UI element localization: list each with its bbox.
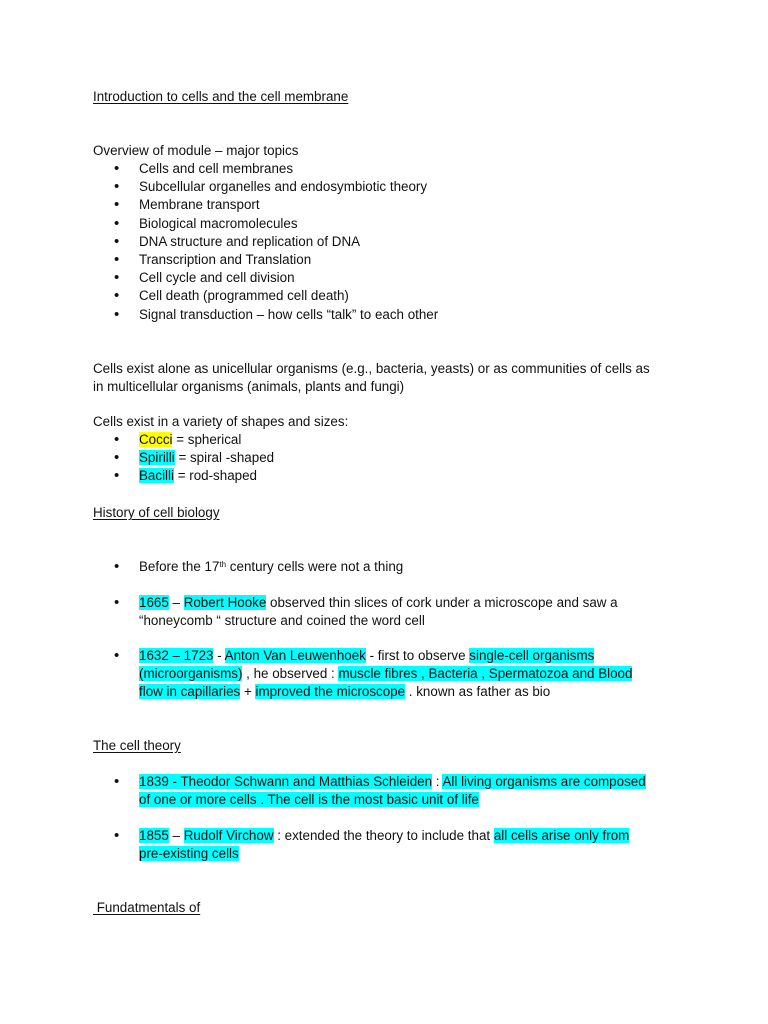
- history-item-3: [93, 647, 632, 702]
- list-item: • Cocci = spherical: [93, 431, 274, 449]
- list-item: • Cell cycle and cell division: [93, 269, 438, 287]
- list-item: • Bacilli = rod-shaped: [93, 467, 274, 485]
- history-item-1: [93, 558, 403, 576]
- list-item: • Cells and cell membranes: [93, 160, 438, 178]
- paragraph-line: Cells exist alone as unicellular organisms (e.g., bacteria, yeasts) or as communities of cells as: [93, 361, 650, 376]
- highlighted-term: Cocci: [139, 432, 173, 447]
- list-item: • 1632 – 1723 - Anton Van Leuwenhoek - first to observe single-cell organisms (microorganisms) , he observed : muscle fibres , Bacteria , Spermatozoa and Blood flow in capillaries + improved the microscope . known as father as bio: [93, 647, 632, 702]
- list-item: • 1665 – Robert Hooke observed thin slices of cork under a microscope and saw a “honeycomb “ structure and coined the word cell: [93, 594, 618, 630]
- list-item: • Signal transduction – how cells “talk” to each other: [93, 306, 438, 324]
- shapes-list: [93, 431, 274, 486]
- cell-theory-heading: The cell theory: [93, 738, 181, 753]
- page-title: Introduction to cells and the cell membrane: [93, 89, 349, 104]
- theory-item-1: [93, 773, 646, 809]
- list-item: • 1839 - Theodor Schwann and Matthias Schleiden : All living organisms are composed of one or more cells . The cell is the most basic unit of life: [93, 773, 646, 809]
- list-item: • Transcription and Translation: [93, 251, 438, 269]
- list-item: • Biological macromolecules: [93, 215, 438, 233]
- overview-heading: Overview of module – major topics: [93, 143, 299, 158]
- highlighted-term: Bacilli: [139, 468, 174, 484]
- highlighted-term: Spirilli: [139, 450, 175, 466]
- cells-exist-paragraph: [93, 360, 693, 396]
- list-item: • Membrane transport: [93, 196, 438, 214]
- shapes-heading: Cells exist in a variety of shapes and sizes:: [93, 414, 349, 429]
- overview-list: [93, 160, 438, 324]
- paragraph-line: in multicellular organisms (animals, plants and fungi): [93, 379, 405, 394]
- history-heading: History of cell biology: [93, 505, 220, 520]
- history-item-2: [93, 594, 618, 630]
- list-item: • DNA structure and replication of DNA: [93, 233, 438, 251]
- list-item: • 1855 – Rudolf Virchow : extended the theory to include that all cells arise only from pre-existing cells: [93, 827, 629, 863]
- list-item: • Spirilli = spiral -shaped: [93, 449, 274, 467]
- list-item: • Before the 17th century cells were not a thing: [93, 558, 403, 576]
- theory-item-2: [93, 827, 629, 863]
- list-item: • Subcellular organelles and endosymbiotic theory: [93, 178, 438, 196]
- list-item: • Cell death (programmed cell death): [93, 287, 438, 305]
- fundamentals-heading: Fundatmentals of: [93, 900, 201, 915]
